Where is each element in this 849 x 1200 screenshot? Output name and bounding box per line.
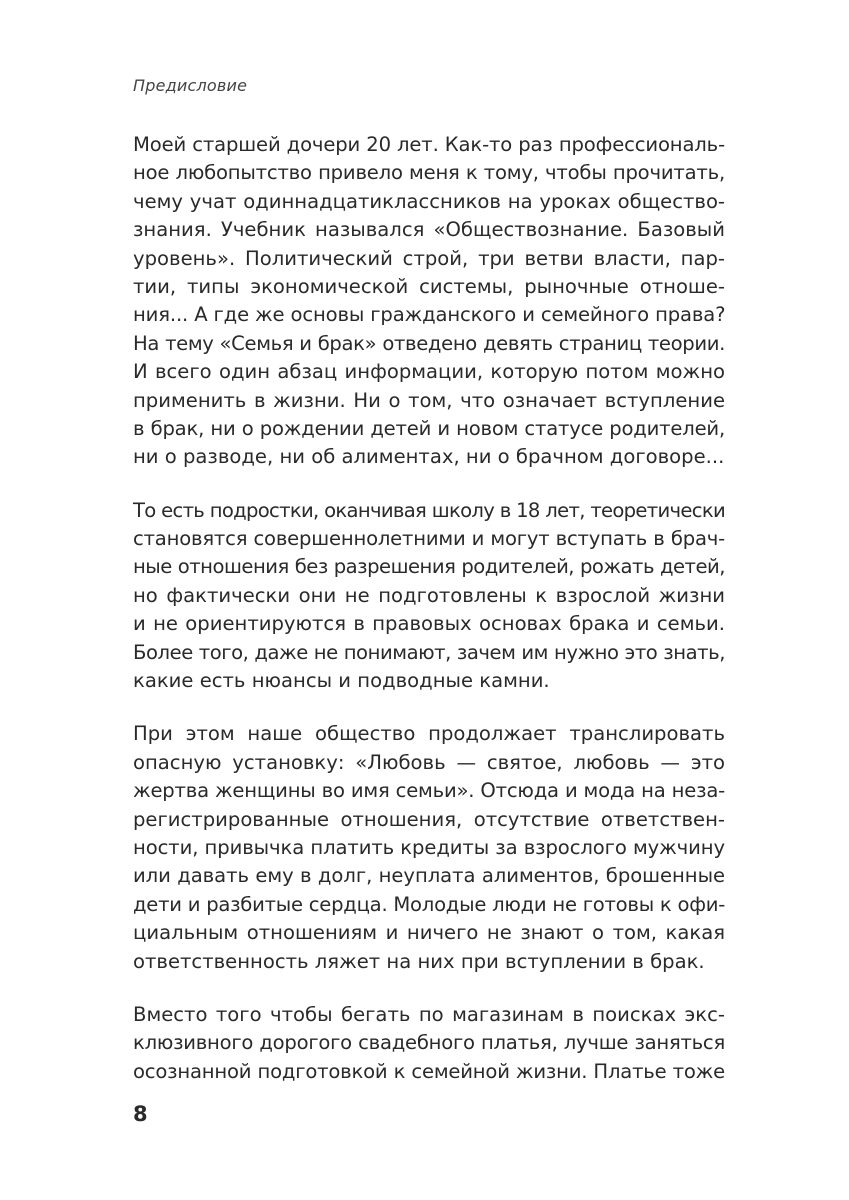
text-line: ности, привычка платить кредиты за взрослого мужчину: [133, 835, 725, 859]
paragraph: [133, 1001, 725, 1086]
text-line: При этом наше общество продолжает транслировать: [133, 722, 725, 746]
running-head: Предисловие: [133, 76, 248, 95]
text-line: Моей старшей дочери 20 лет. Как-то раз профессиональ-: [133, 133, 725, 156]
text-line: но фактически они не подготовлены к взрослой жизни: [133, 583, 725, 607]
text-line: Вместо того чтобы бегать по магазинам в поисках экс-: [133, 1002, 725, 1026]
text-line: или давать ему в долг, неуплата алиментов, брошенные: [133, 864, 725, 888]
text-line: дети и разбитые сердца. Молодые люди не готовы к офи-: [133, 892, 726, 916]
paragraph: [133, 131, 725, 472]
text-line: ответственность ляжет на них при вступлении в брак.: [133, 949, 705, 973]
text-line: осознанной подготовкой к семейной жизни. Платье тоже: [133, 1059, 725, 1083]
text-line: ное любопытство привело меня к тому, чтобы прочитать,: [133, 161, 725, 185]
text-line: в брак, ни о рождении детей и новом статусе родителей,: [133, 416, 725, 440]
text-line: применить в жизни. Ни о том, что означает вступление: [133, 388, 725, 412]
text-line: тии, типы экономической системы, рыночные отноше-: [133, 274, 725, 298]
text-line: Более того, даже не понимают, зачем им нужно это знать,: [133, 640, 725, 664]
text-line: И всего один абзац информации, которую потом можно: [133, 360, 725, 384]
text-line: опасную установку: «Любовь — святое, любовь — это: [133, 750, 725, 774]
text-line: То есть подростки, оканчивая школу в 18 лет, теоретически: [133, 498, 725, 522]
text-line: знания. Учебник назывался «Обществознание. Базовый: [133, 218, 725, 242]
text-line: жертва женщины во имя семьи». Отсюда и мода на неза-: [133, 779, 725, 803]
text-line: На тему «Семья и брак» отведено девять страниц теории.: [133, 331, 725, 355]
text-line: циальным отношениям и ничего не знают о том, какая: [133, 921, 725, 945]
text-line: какие есть нюансы и подводные камни.: [133, 669, 550, 693]
text-line: чему учат одиннадцатиклассников на уроках общество-: [133, 189, 725, 213]
paragraph: [133, 720, 725, 976]
text-line: становятся совершеннолетними и могут вступать в брач-: [133, 527, 725, 551]
paragraph: [133, 497, 725, 696]
text-line: ни о разводе, ни об алиментах, ни о брачном договоре...: [133, 445, 725, 469]
text-line: ные отношения без разрешения родителей, рожать детей,: [133, 555, 725, 579]
text-line: клюзивного дорогого свадебного платья, лучше заняться: [133, 1031, 725, 1055]
body-text: [133, 131, 725, 1111]
text-line: ния... А где же основы гражданского и семейного права?: [133, 303, 726, 327]
text-line: регистрированные отношения, отсутствие ответствен-: [133, 807, 725, 831]
text-line: и не ориентируются в правовых основах брака и семьи.: [133, 612, 725, 636]
text-line: уровень». Политический строй, три ветви власти, пар-: [133, 246, 725, 270]
page-number: 8: [133, 1102, 148, 1126]
